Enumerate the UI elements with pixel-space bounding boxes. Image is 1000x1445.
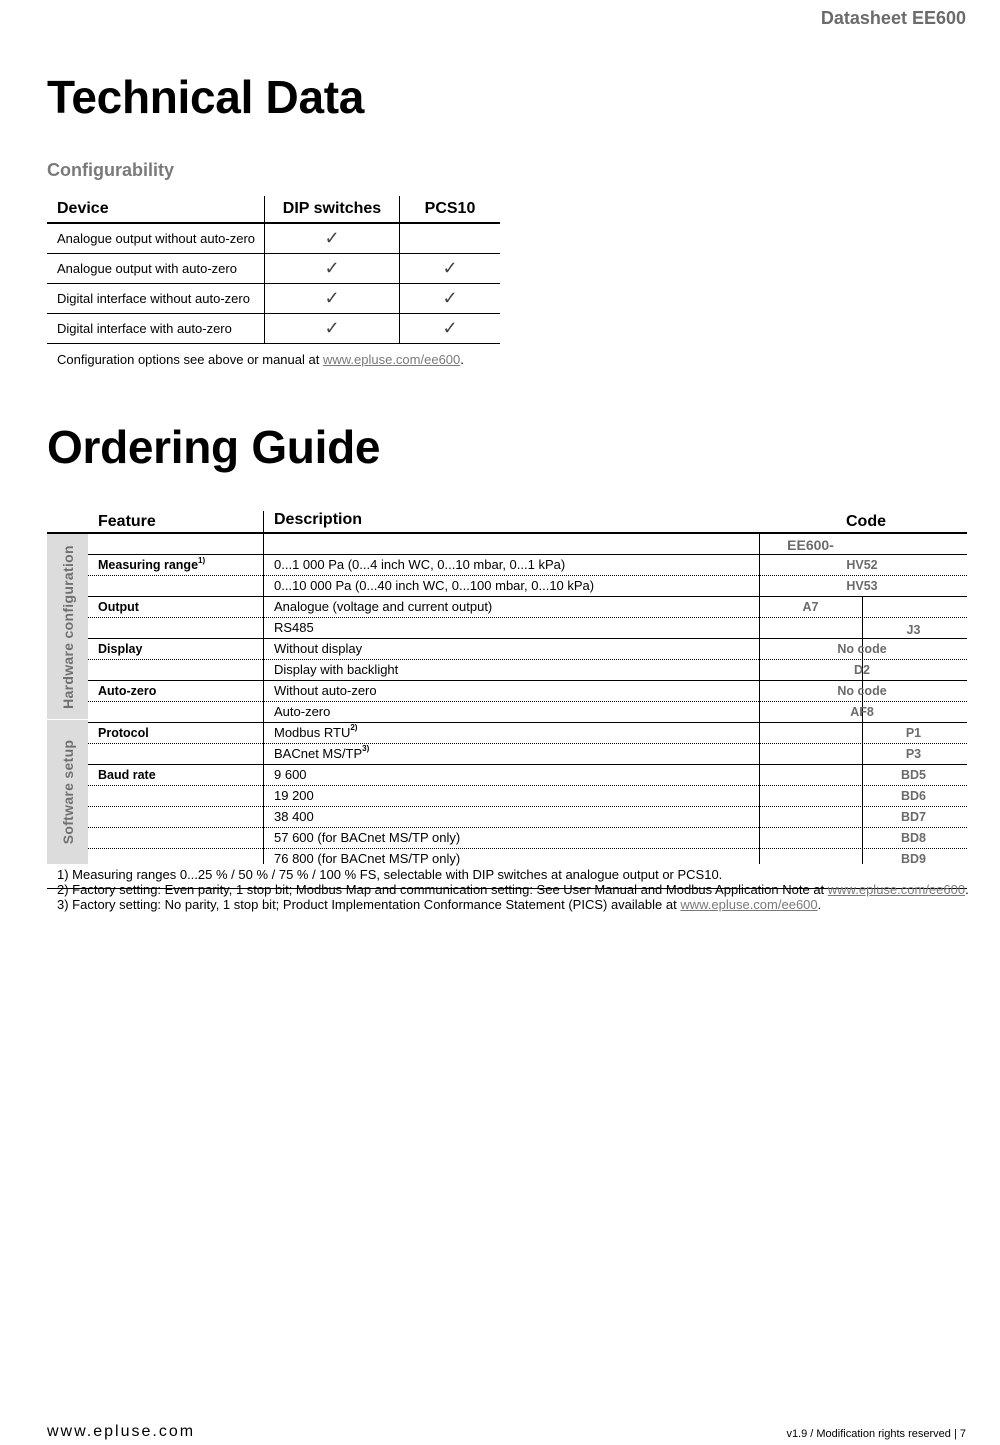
code-value: AF8	[850, 705, 874, 719]
footer-version: v1.9 / Modification rights reserved | 7	[786, 1428, 966, 1440]
code-value: D2	[854, 663, 870, 677]
description: Without display	[274, 641, 363, 656]
checkmark-icon: ✓	[399, 314, 500, 343]
description: 0...1 000 Pa (0...4 inch WC, 0...10 mbar, 0...1 kPa)	[274, 557, 566, 572]
table-row	[47, 314, 500, 344]
footnote-end: .	[965, 882, 969, 897]
device-name: Digital interface without auto-zero	[57, 291, 250, 306]
group-label: Hardware configuration	[59, 544, 76, 709]
feature-protocol: Protocol	[98, 726, 149, 740]
checkmark-icon	[399, 224, 500, 253]
description	[274, 746, 369, 761]
ordering-body	[47, 534, 967, 864]
code-value: BD7	[900, 810, 926, 824]
description-text: BACnet MS/TP	[274, 746, 363, 761]
checkmark-icon: ✓	[399, 254, 500, 283]
footnote-ref: 2)	[350, 723, 358, 732]
epluse-link[interactable]: www.epluse.com/ee600	[680, 897, 818, 912]
technical-data-heading: Technical Data	[47, 71, 365, 123]
device-name: Analogue output without auto-zero	[57, 231, 256, 246]
col-code: Code	[846, 513, 886, 530]
table-row	[88, 744, 967, 765]
table-header	[47, 196, 500, 224]
code-value: No code	[837, 642, 887, 656]
epluse-link[interactable]: www.epluse.com/ee600	[322, 352, 461, 367]
footnote-ref: 3)	[362, 744, 370, 753]
footnote-2	[57, 882, 969, 897]
checkmark-icon: ✓	[264, 224, 399, 253]
table-row	[88, 597, 967, 618]
table-row	[88, 702, 967, 723]
ordering-guide-heading: Ordering Guide	[47, 421, 381, 473]
code-value: BD6	[900, 789, 926, 803]
footer-website[interactable]: www.epluse.com	[47, 1423, 196, 1440]
feature-baud-rate: Baud rate	[98, 768, 156, 782]
description: 38 400	[274, 809, 314, 824]
table-row	[88, 534, 967, 555]
feature-display: Display	[98, 642, 143, 656]
description: 9 600	[274, 767, 307, 782]
checkmark-icon: ✓	[264, 284, 399, 313]
table-row	[47, 284, 500, 314]
description: Display with backlight	[274, 662, 399, 677]
ordering-guide-table	[47, 509, 967, 864]
code-value: A7	[802, 600, 819, 614]
feature-label: Measuring range	[98, 558, 199, 572]
table-row	[88, 555, 967, 576]
datasheet-title: Datasheet EE600	[820, 8, 966, 28]
table-row	[88, 639, 967, 660]
code-prefix: EE600-	[787, 537, 834, 553]
description: RS485	[274, 620, 314, 635]
checkmark-icon: ✓	[264, 254, 399, 283]
group-label: Software setup	[59, 739, 76, 845]
footnote-text: 3) Factory setting: No parity, 1 stop bit; Product Implementation Conformance Statement (PICS) available at	[57, 897, 681, 912]
checkmark-icon: ✓	[264, 314, 399, 343]
table-row	[88, 681, 967, 702]
table-header	[47, 509, 967, 534]
table-row	[47, 224, 500, 254]
code-value: J3	[906, 623, 921, 637]
feature-auto-zero: Auto-zero	[98, 684, 157, 698]
group-hardware	[47, 534, 88, 719]
description-text: Modbus RTU	[274, 725, 351, 740]
group-software	[47, 720, 88, 864]
footnote-end: .	[817, 897, 822, 912]
footnote-1: 1) Measuring ranges 0...25 % / 50 % / 75 % / 100 % FS, selectable with DIP switches at analogue output or PCS10.	[57, 867, 723, 882]
table-row	[88, 660, 967, 681]
description: Auto-zero	[274, 704, 331, 719]
divider	[263, 511, 264, 534]
col-pcs10: PCS10	[399, 196, 500, 222]
col-feature: Feature	[98, 513, 156, 530]
note-text: Configuration options see above or manual at	[57, 352, 323, 367]
table-row	[88, 618, 967, 639]
description: 19 200	[274, 788, 314, 803]
configurability-table	[47, 196, 500, 344]
code-value: BD5	[900, 768, 926, 782]
footnote-3	[57, 897, 969, 912]
code-value: HV53	[846, 579, 878, 593]
table-row	[88, 765, 967, 786]
checkmark-icon: ✓	[399, 284, 500, 313]
code-value: No code	[837, 684, 887, 698]
col-dip: DIP switches	[264, 196, 399, 222]
table-row	[88, 828, 967, 849]
description: Without auto-zero	[274, 683, 377, 698]
description: 57 600 (for BACnet MS/TP only)	[274, 830, 461, 845]
code-value: HV52	[846, 558, 878, 572]
col-device: Device	[57, 200, 109, 217]
footnote-text: 2) Factory setting: Even parity, 1 stop bit; Modbus Map and communication setting: See User Manual and Modbus Application Note at	[57, 882, 828, 897]
code-value: BD8	[900, 831, 926, 845]
configuration-note	[57, 352, 464, 367]
description	[274, 725, 357, 740]
table-row	[47, 254, 500, 284]
table-row	[88, 576, 967, 597]
description: 0...10 000 Pa (0...40 inch WC, 0...100 mbar, 0...10 kPa)	[274, 578, 595, 593]
description: 76 800 (for BACnet MS/TP only)	[274, 851, 461, 866]
configurability-subheading: Configurability	[47, 160, 174, 180]
feature-measuring-range	[98, 558, 205, 572]
table-row	[88, 807, 967, 828]
code-value: P1	[905, 726, 922, 740]
device-name: Analogue output with auto-zero	[57, 261, 237, 276]
device-name: Digital interface with auto-zero	[57, 321, 232, 336]
note-end: .	[460, 352, 464, 367]
footnote-ref: 1)	[198, 556, 206, 565]
epluse-link[interactable]: www.epluse.com/ee600	[827, 882, 966, 897]
feature-output: Output	[98, 600, 139, 614]
description: Analogue (voltage and current output)	[274, 599, 493, 614]
table-row	[88, 786, 967, 807]
code-value: P3	[905, 747, 922, 761]
code-value: BD9	[900, 852, 926, 866]
table-row	[88, 723, 967, 744]
col-description: Description	[274, 511, 363, 528]
footnotes	[57, 867, 969, 912]
